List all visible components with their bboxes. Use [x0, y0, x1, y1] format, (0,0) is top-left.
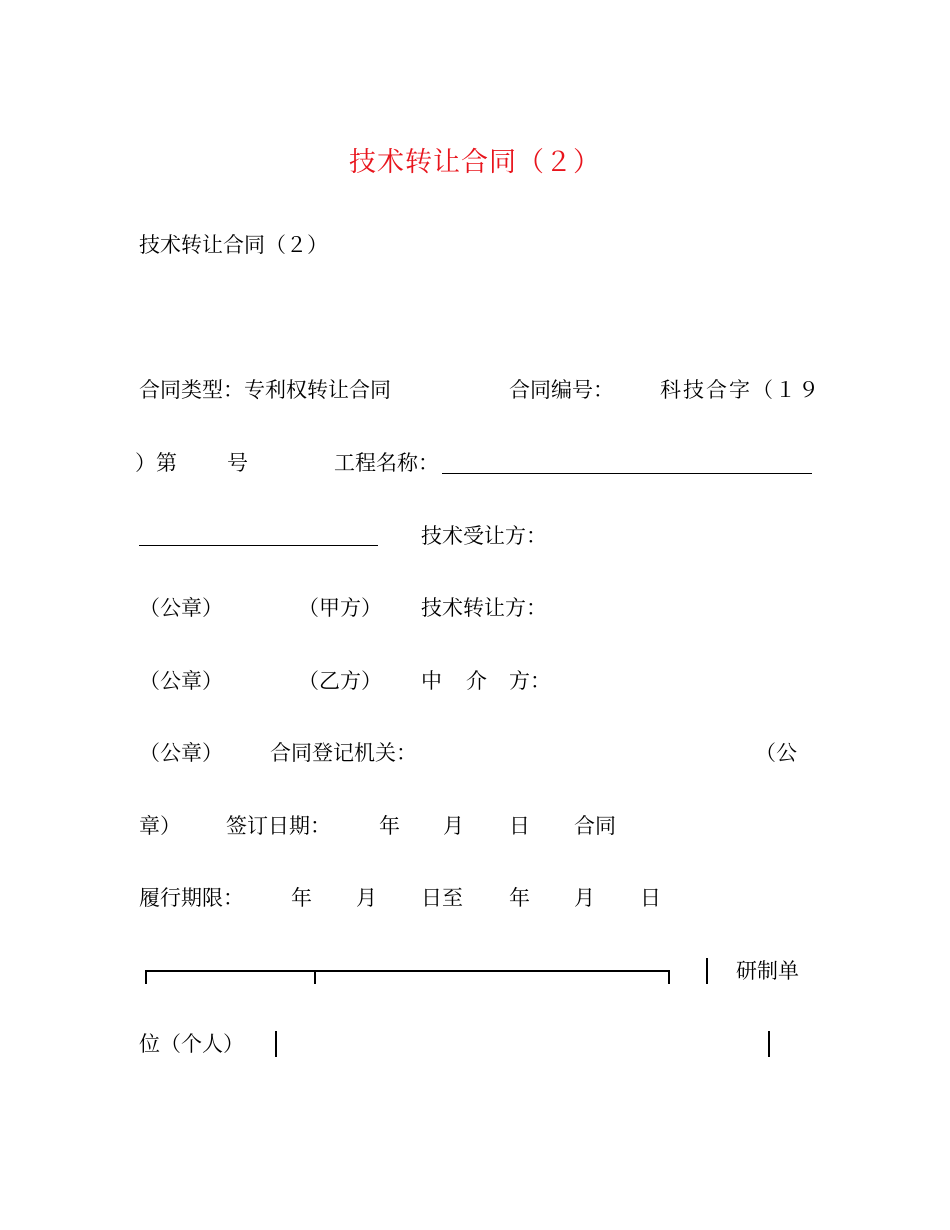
contract-type: 合同类型：专利权转让合同	[139, 378, 391, 402]
contract-number-label: 合同编号：	[509, 378, 614, 402]
seal-4-end: 章）	[139, 814, 181, 838]
contract-word: 合同	[574, 814, 616, 838]
period-start-month: 月	[356, 886, 377, 910]
document-title: 技术转让合同（２）	[349, 147, 601, 178]
contract-number-suffix: ）第	[135, 451, 177, 475]
party-b: （乙方）	[298, 669, 382, 693]
transferor-label: 技术转让方：	[421, 596, 547, 620]
period-end-year: 年	[509, 886, 530, 910]
project-name-label: 工程名称：	[334, 451, 439, 475]
registration-label: 合同登记机关：	[270, 741, 417, 765]
intermediary-zhong: 中	[421, 669, 442, 693]
seal-3: （公章）	[139, 741, 223, 765]
sign-month: 月	[443, 814, 464, 838]
period-start-year: 年	[291, 886, 312, 910]
seal-4-start: （公	[755, 741, 797, 765]
contract-number-prefix: 科技合字（１９	[660, 378, 821, 402]
table-tick-right	[668, 970, 670, 984]
transferee-label: 技术受让方：	[421, 524, 547, 548]
period-label: 履行期限：	[139, 886, 244, 910]
table-tick-left	[145, 970, 147, 984]
table-top-border	[145, 970, 670, 972]
party-a: （甲方）	[298, 596, 382, 620]
period-start-day-to: 日至	[421, 886, 463, 910]
table-tick-middle	[314, 970, 316, 984]
document-subtitle: 技术转让合同（２）	[139, 233, 328, 257]
period-end-month: 月	[574, 886, 595, 910]
seal-1: （公章）	[139, 596, 223, 620]
developer-label-start: 研制单	[736, 959, 799, 983]
seal-2: （公章）	[139, 669, 223, 693]
intermediary-jie: 介	[466, 669, 487, 693]
period-end-day: 日	[640, 886, 661, 910]
project-name-blank-continued	[139, 545, 378, 546]
sign-date-label: 签订日期：	[226, 814, 331, 838]
sign-day: 日	[509, 814, 530, 838]
intermediary-fang: 方：	[509, 669, 551, 693]
sign-year: 年	[379, 814, 400, 838]
project-name-blank	[442, 473, 812, 474]
table-cell-divider-right	[768, 1031, 770, 1057]
contract-number-hao: 号	[227, 451, 248, 475]
table-cell-divider	[706, 958, 708, 984]
table-cell-divider-left	[275, 1031, 277, 1057]
developer-label-end: 位（个人）	[139, 1032, 244, 1056]
